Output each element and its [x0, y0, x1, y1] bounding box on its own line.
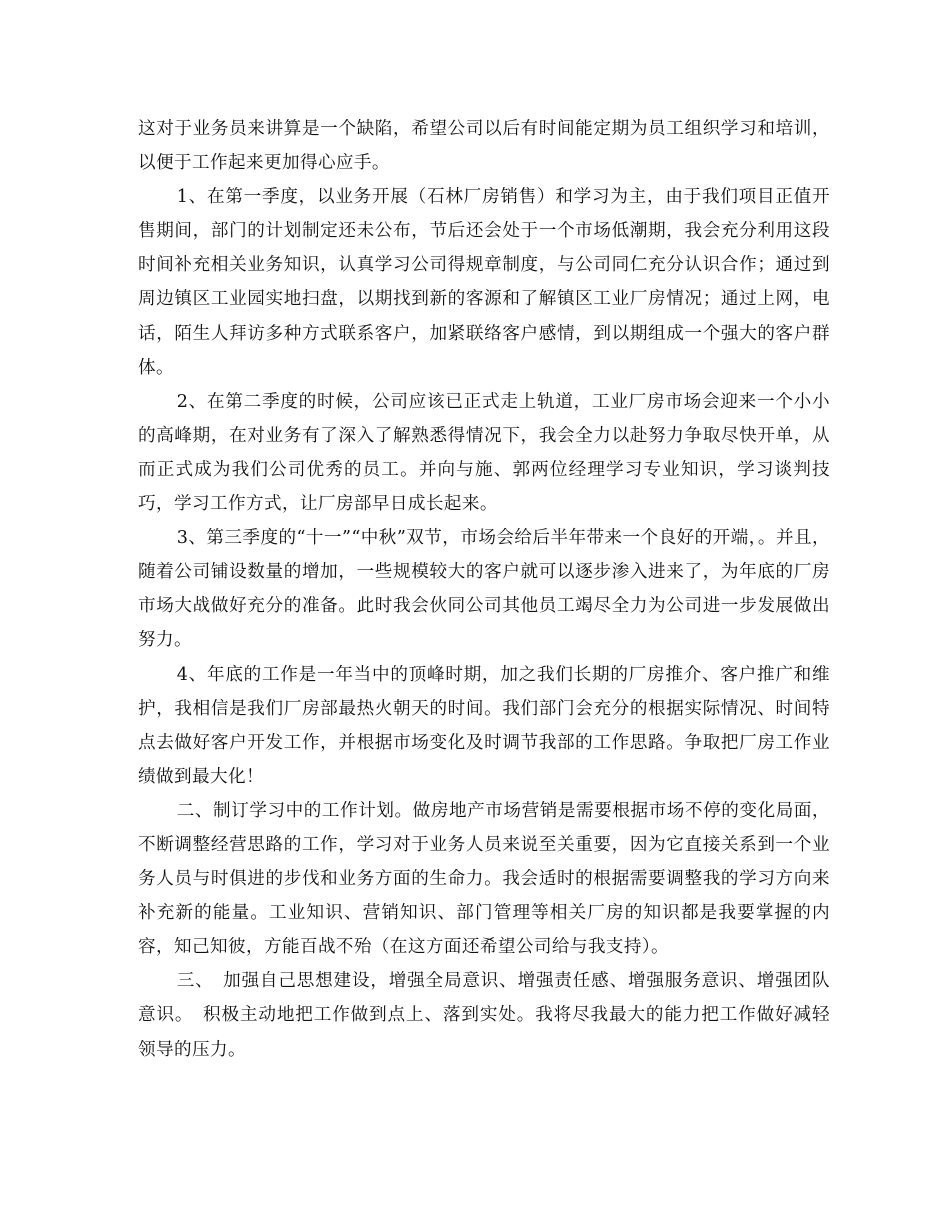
document-body: [138, 112, 830, 1067]
paragraph-intro: 这对于业务员来讲算是一个缺陷，希望公司以后有时间能定期为员工组织学习和培训，以便于工作起来更加得心应手。: [138, 119, 830, 174]
paragraph-q4: 4、年底的工作是一年当中的顶峰时期，加之我们长期的厂房推介、客户推广和维护，我相信是我们厂房部最热火朝天的时间。我们部门会充分的根据实际情况、时间特点去做好客户开发工作，并根据市场变化及时调节我部的工作思路。争取把厂房工作业绩做到最大化！: [138, 664, 830, 787]
paragraph-study-plan: 二、制订学习中的工作计划。做房地产市场营销是需要根据市场不停的变化局面，不断调整经营思路的工作，学习对于业务人员来说至关重要，因为它直接关系到一个业务人员与时俱进的步伐和业务方面的生命力。我会适时的根据需要调整我的学习方向来补充新的能量。工业知识、营销知识、部门管理等相关厂房的知识都是我要掌握的内容，知己知彼，方能百战不殆（在这方面还希望公司给与我支持）。: [138, 800, 830, 958]
paragraph-ideology: 三、 加强自己思想建设，增强全局意识、增强责任感、增强服务意识、增强团队意识。 积极主动地把工作做到点上、落到实处。我将尽我最大的能力把工作做好减轻领导的压力。: [138, 971, 830, 1060]
paragraph-q2: 2、在第二季度的时候，公司应该已正式走上轨道，工业厂房市场会迎来一个小小的高峰期，在对业务有了深入了解熟悉得情况下，我会全力以赴努力争取尽快开单，从而正式成为我们公司优秀的员工。并向与施、郭两位经理学习专业知识，学习谈判技巧，学习工作方式，让厂房部早日成长起来。: [138, 391, 830, 515]
paragraph-q1: 1、在第一季度，以业务开展（石林厂房销售）和学习为主，由于我们项目正值开售期间，部门的计划制定还未公布，节后还会处于一个市场低潮期，我会充分利用这段时间补充相关业务知识，认真学习公司得规章制度，与公司同仁充分认识合作；通过到周边镇区工业园实地扫盘，以期找到新的客源和了解镇区工业厂房情况；通过上网，电话，陌生人拜访多种方式联系客户，加紧联络客户感情，到以期组成一个强大的客户群体。: [138, 187, 830, 378]
paragraph-q3: 3、第三季度的“十一”“中秋”双节，市场会给后半年带来一个良好的开端，。并且，随着公司铺设数量的增加，一些规模较大的客户就可以逐步渗入进来了，为年底的厂房市场大战做好充分的准备。此时我会伙同公司其他员工竭尽全力为公司进一步发展做出努力。: [138, 528, 830, 651]
